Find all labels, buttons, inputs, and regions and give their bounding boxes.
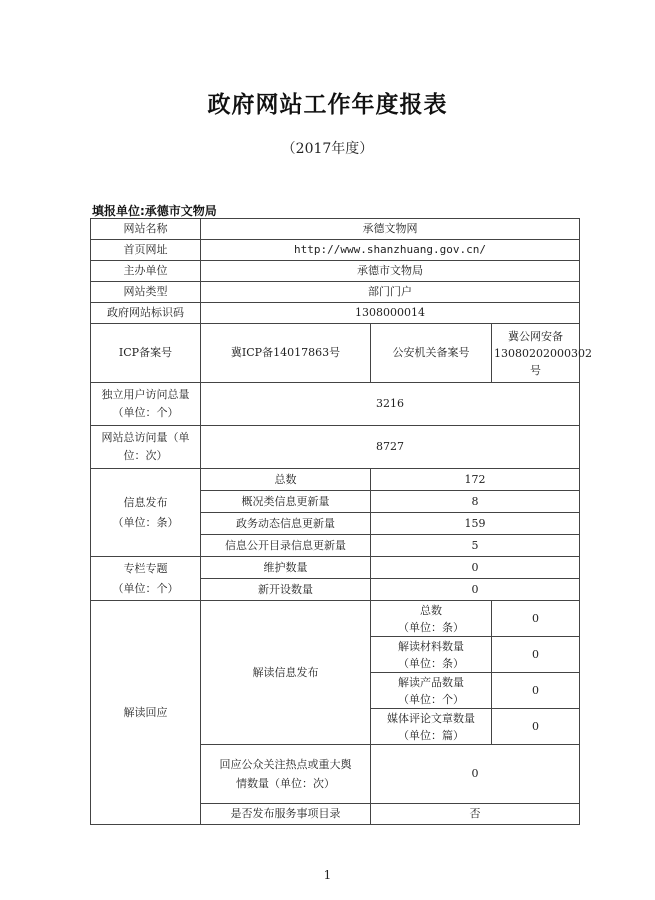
icp-value: 冀ICP备14017863号 bbox=[201, 324, 371, 383]
column-maint-label: 维护数量 bbox=[201, 557, 371, 579]
info-total-label: 总数 bbox=[201, 469, 371, 491]
pv-value: 8727 bbox=[201, 426, 580, 469]
info-public-label: 信息公开目录信息更新量 bbox=[201, 535, 371, 557]
interp-material-value: 0 bbox=[492, 637, 580, 673]
reporting-unit: 填报单位:承德市文物局 bbox=[92, 204, 217, 218]
column-new-value: 0 bbox=[371, 579, 580, 601]
info-overview-value: 8 bbox=[371, 491, 580, 513]
interp-media-value: 0 bbox=[492, 709, 580, 745]
column-label: 专栏专题 （单位：个） bbox=[91, 557, 201, 601]
info-label: 信息发布 （单位：条） bbox=[91, 469, 201, 557]
service-value: 否 bbox=[371, 804, 580, 825]
row-unique-visitors bbox=[91, 383, 580, 426]
info-affairs-label: 政务动态信息更新量 bbox=[201, 513, 371, 535]
report-year: （2017年度） bbox=[281, 141, 374, 157]
uv-label: 独立用户访问总量（单位：个） bbox=[91, 383, 201, 426]
respond-value: 0 bbox=[371, 745, 580, 804]
info-affairs-value: 159 bbox=[371, 513, 580, 535]
page-title: 政府网站工作年度报表 bbox=[207, 92, 448, 118]
row-gov-id bbox=[91, 303, 580, 324]
info-total-value: 172 bbox=[371, 469, 580, 491]
gov-id-value: 1308000014 bbox=[201, 303, 580, 324]
host-label: 主办单位 bbox=[91, 261, 201, 282]
respond-label: 回应公众关注热点或重大舆情数量（单位：次） bbox=[201, 745, 371, 804]
interp-material-label: 解读材料数量 （单位：条） bbox=[371, 637, 492, 673]
icp-label: ICP备案号 bbox=[91, 324, 201, 383]
service-label: 是否发布服务事项目录 bbox=[201, 804, 371, 825]
homepage-label: 首页网址 bbox=[91, 240, 201, 261]
column-new-label: 新开设数量 bbox=[201, 579, 371, 601]
column-maint-value: 0 bbox=[371, 557, 580, 579]
row-site-type bbox=[91, 282, 580, 303]
row-interp-total bbox=[91, 601, 580, 637]
interp-total-label: 总数 （单位：条） bbox=[371, 601, 492, 637]
report-table bbox=[90, 218, 592, 825]
row-page-views bbox=[91, 426, 580, 469]
interp-label: 解读回应 bbox=[91, 601, 201, 825]
site-type-label: 网站类型 bbox=[91, 282, 201, 303]
interp-publish-label: 解读信息发布 bbox=[201, 601, 371, 745]
info-overview-label: 概况类信息更新量 bbox=[201, 491, 371, 513]
interp-product-label: 解读产品数量 （单位：个） bbox=[371, 673, 492, 709]
info-public-value: 5 bbox=[371, 535, 580, 557]
interp-product-value: 0 bbox=[492, 673, 580, 709]
row-icp bbox=[91, 324, 580, 383]
page-number: 1 bbox=[323, 868, 332, 882]
site-name-value: 承德文物网 bbox=[201, 219, 580, 240]
row-column-maint bbox=[91, 557, 580, 579]
site-name-label: 网站名称 bbox=[91, 219, 201, 240]
pv-label: 网站总访问量（单位：次） bbox=[91, 426, 201, 469]
host-value: 承德市文物局 bbox=[201, 261, 580, 282]
row-homepage bbox=[91, 240, 580, 261]
interp-media-label: 媒体评论文章数量 （单位：篇） bbox=[371, 709, 492, 745]
homepage-value: http://www.shanzhuang.gov.cn/ bbox=[201, 240, 580, 261]
gov-id-label: 政府网站标识码 bbox=[91, 303, 201, 324]
uv-value: 3216 bbox=[201, 383, 580, 426]
row-host bbox=[91, 261, 580, 282]
row-site-name bbox=[91, 219, 580, 240]
site-type-value: 部门门户 bbox=[201, 282, 580, 303]
police-value: 冀公网安备13080202000302号 bbox=[492, 324, 580, 383]
row-info-total bbox=[91, 469, 580, 491]
interp-total-value: 0 bbox=[492, 601, 580, 637]
police-label: 公安机关备案号 bbox=[371, 324, 492, 383]
